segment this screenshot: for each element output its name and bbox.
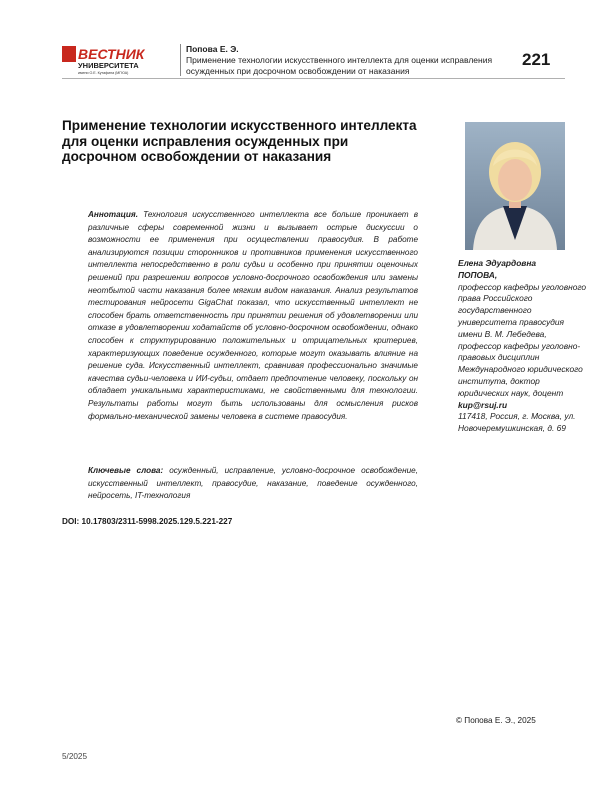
author-photo — [465, 122, 565, 250]
abstract — [88, 209, 418, 423]
author-address: 117418, Россия, г. Москва, ул. Новочеремушкинская, д. 69 — [458, 411, 576, 434]
page-number: 221 — [522, 50, 551, 69]
header-divider — [180, 44, 181, 76]
issue-number: 5/2025 — [62, 752, 88, 761]
keywords-text: осужденный, исправление, условно-досрочное освобождение, искусственный интеллект, правосудие, наказание, поведение осужденного, нейросеть, IT-технология — [88, 466, 418, 501]
keywords-label: Ключевые слова: — [88, 466, 164, 475]
header-rule — [62, 78, 565, 79]
author-description: профессор кафедры уголовного права Российского государственного университета правосудия имени В. М. Лебедева, профессор кафедры уголовно-правовых дисциплин Международного юридического института, доктор юридических наук, доцент — [458, 281, 587, 398]
logo-tiny: имени О.Е. Кутафина (МГЮА) — [78, 71, 129, 75]
logo-main: ВЕСТНИК — [78, 46, 145, 62]
author-surname: ПОПОВА, — [458, 269, 498, 280]
abstract-label: Аннотация. — [88, 210, 139, 219]
header-running-title: Применение технологии искусственного интеллекта для оценки исправления осужденных при досрочном освобождении от наказания — [186, 55, 493, 76]
abstract-text: Технология искусственного интеллекта все больше проникает в различные сферы современной жизни и вызывает острые дискуссии о возможности ее применения при осуществлении правосудия. В работе анализируются позиции сторонников и противников применения искусственного интеллекта непосредственно в роли судьи и особенно при принятии оценочных решений при разрешении вопросов условно-досрочного освобождения или замены неотбытой части наказания более мягким видом наказания. Анализ результатов тестирования нейросети GigaChat показал, что искусственный интеллект не способен брать ответственность при принятии решения об удовлетворении или отказе в удовлетворении ходатайств об условно-досрочном освобождении, однако способен к структурированию положительных и отрицательных критериев, характеризующих поведение осужденного, которые могут оказывать влияние на решение суда. Искусственный интеллект, сравнивая профессионально значимые качества судьи-человека и ИИ-судьи, отдает предпочтение человеку, поскольку он обладает уникальными характеристиками, не свойственными для технологии. Результаты работы могут быть использованы для осмысления рисков формально-механической замены человека в системе правосудия. — [88, 210, 418, 421]
keywords — [88, 465, 418, 503]
logo-sub: УНИВЕРСИТЕТА — [78, 61, 139, 70]
journal-logo — [62, 46, 180, 76]
author-info — [458, 258, 588, 435]
author-email[interactable]: kup@rsuj.ru — [458, 399, 508, 410]
header-author: Попова Е. Э. — [186, 44, 239, 54]
article-title: Применение технологии искусственного интеллекта для оценки исправления осужденных при досрочном освобождении от наказания — [62, 118, 417, 164]
author-first-names: Елена Эдуардовна — [458, 258, 537, 268]
copyright: © Попова Е. Э., 2025 — [456, 716, 536, 725]
doi[interactable]: DOI: 10.17803/2311-5998.2025.129.5.221-227 — [62, 517, 233, 526]
